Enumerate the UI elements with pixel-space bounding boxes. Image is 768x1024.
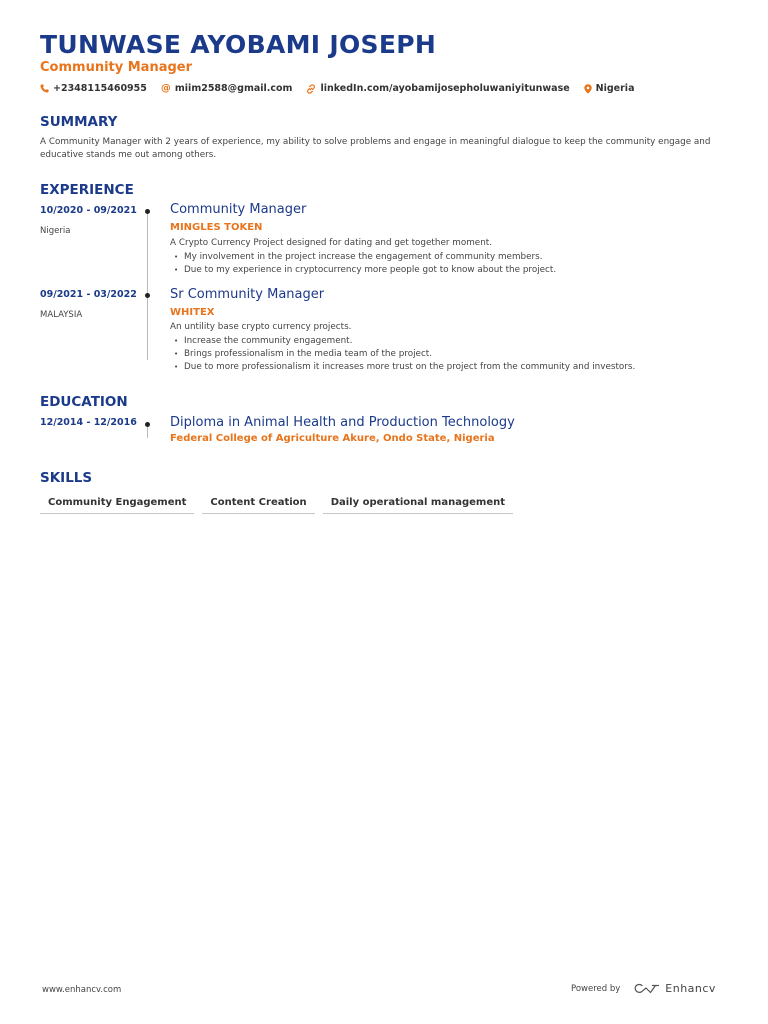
experience-1-description: A Crypto Currency Project designed for dating and get together moment. [170,238,493,248]
experience-2-company: WHITEX [170,307,215,318]
contact-location [584,83,635,94]
list-item: • Due to more professionalism it increases more trust on the project from the community and investors. [170,361,635,374]
skill-tag: Community Engagement [40,494,194,514]
enhancv-brand-text: Enhancv [665,982,716,995]
candidate-title: Community Manager [40,60,193,75]
footer-powered-by [571,982,716,995]
skill-tag: Daily operational management [323,494,513,514]
skill-tag: Content Creation [202,494,314,514]
skills-heading: SKILLS [40,470,93,486]
experience-1-bullets [170,251,556,277]
enhancv-brand[interactable] [634,982,716,995]
experience-1-company: MINGLES TOKEN [170,222,263,233]
education-1-school: Federal College of Agriculture Akure, Ondo State, Nigeria [170,433,495,444]
experience-heading: EXPERIENCE [40,182,134,198]
candidate-name: TUNWASE AYOBAMI JOSEPH [40,30,437,59]
experience-2-bullets [170,335,635,374]
footer-website-link[interactable]: www.enhancv.com [42,985,122,995]
enhancv-logo-icon [634,983,665,995]
experience-2-role: Sr Community Manager [170,287,325,302]
list-item: • Increase the community engagement. [170,335,635,348]
location-pin-icon [584,84,592,94]
experience-1-location: Nigeria [40,226,71,236]
skills-list [40,494,521,514]
experience-2-description: An untility base crypto currency projects. [170,322,352,332]
contact-linkedin[interactable] [306,83,569,94]
experience-2-location: MALAYSIA [40,310,83,320]
list-item: • Brings professionalism in the media team of the project. [170,348,635,361]
list-item: • My involvement in the project increase the engagement of community members. [170,251,556,264]
education-timeline-line [147,426,148,438]
education-1-timeline-dot [145,422,150,427]
phone-text: +2348115460955 [53,83,147,94]
phone-icon [40,84,49,93]
link-icon [306,84,316,94]
contact-email[interactable] [161,83,293,94]
experience-2-dates: 09/2021 - 03/2022 [40,289,137,300]
summary-heading: SUMMARY [40,114,118,130]
linkedin-text: linkedIn.com/ayobamijosepholuwaniyitunwase [320,83,570,94]
experience-1-dates: 10/2020 - 09/2021 [40,205,137,216]
contact-phone[interactable] [40,83,147,94]
summary-text: A Community Manager with 2 years of experience, my ability to solve problems and engage in meaningful dialogue to keep the community engage and educative stands me out among others. [40,137,711,160]
at-icon: @ [160,83,171,94]
list-item: • Due to my experience in cryptocurrency more people got to know about the project. [170,264,556,277]
location-text: Nigeria [595,83,635,94]
education-1-degree: Diploma in Animal Health and Production Technology [170,415,515,430]
experience-2-timeline-dot [145,293,150,298]
education-1-dates: 12/2014 - 12/2016 [40,417,137,428]
powered-by-label: Powered by [571,983,621,994]
experience-1-role: Community Manager [170,202,307,217]
email-text: miim2588@gmail.com [174,83,293,94]
experience-1-timeline-dot [145,209,150,214]
education-heading: EDUCATION [40,394,128,410]
experience-timeline-line [147,214,148,360]
contact-bar [40,83,648,94]
